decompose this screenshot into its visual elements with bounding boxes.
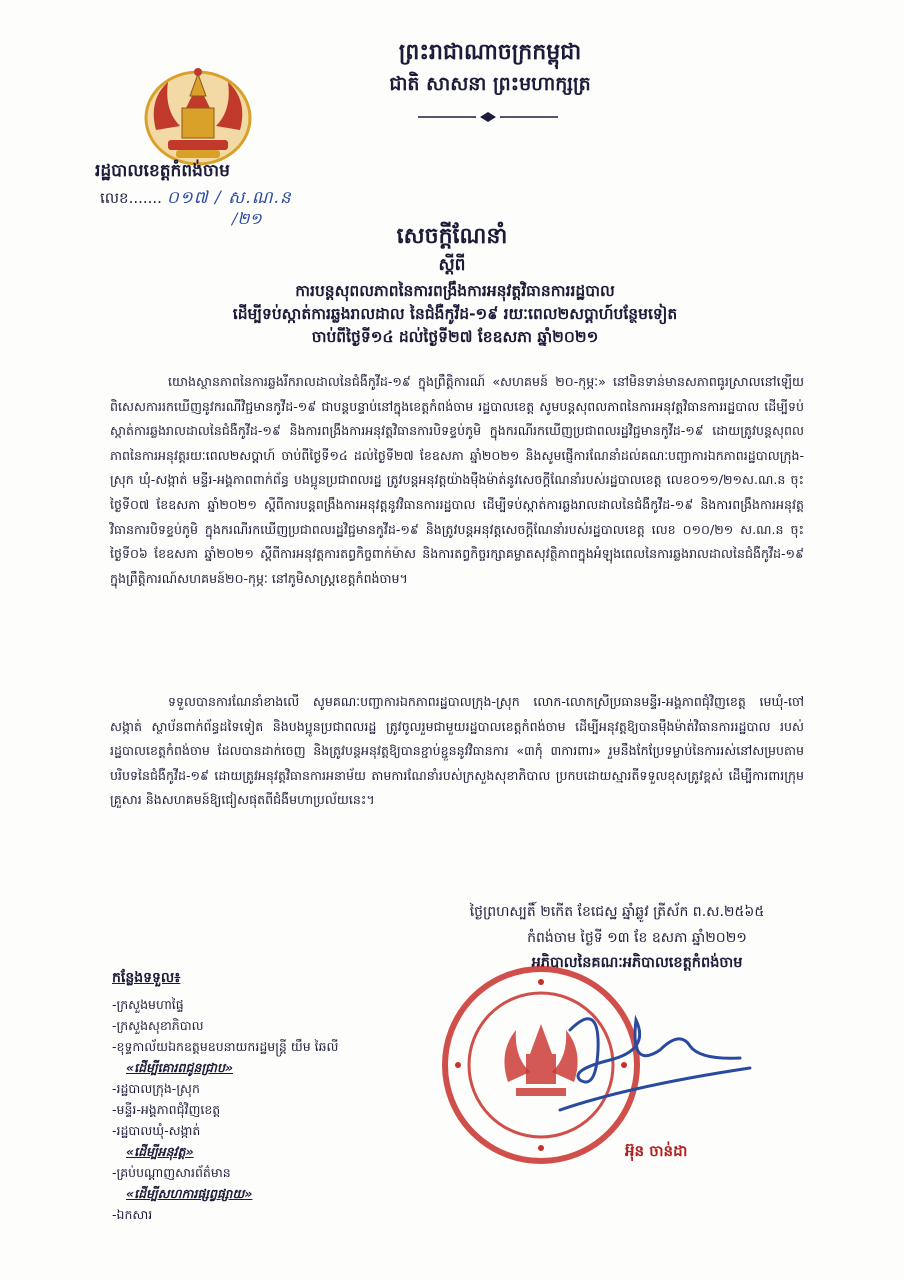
national-motto: ជាតិ សាសនា ព្រះមហាក្សត្រ [389, 73, 591, 95]
solar-date: កំពង់ចាម ថ្ងៃទី ១៣ ខែ ឧសភា ឆ្នាំ២០២១ [527, 930, 747, 946]
signer-name: អ៊ុន ចាន់ដា [625, 1142, 688, 1160]
body-paragraph-2: ទទួលបានការណែនាំខាងលើ សូមគណៈបញ្ជាការឯកភាពរដ្ឋបាលក្រុង-ស្រុក លោក-លោកស្រីប្រធានមន្ទីរ-អង្គភាពជុំវិញខេត្ត មេឃុំ-ចៅសង្កាត់ ស្ថាប័នពាក់ព័ន្ធដទៃទៀត និងបងប្អូនប្រជាពលរដ្ឋ ត្រូវចូលរួមជាមួយរដ្ឋបាលខេត្តកំពង់ចាម ដើម្បីអនុវត្តឱ្យបានម៉ឺងម៉ាត់វិធានការរដ្ឋបាល របស់រដ្ឋបាលខេត្តកំពង់ចាម ដែលបានដាក់ចេញ និងត្រូវបន្តអនុវត្តឱ្យបានខ្ជាប់ខ្ជួននូវវិធានការ «៣កុំ ៣ការពារ» រួមនឹងកែប្រែទម្លាប់នៃការរស់នៅសម្របតាមបរិបទនៃជំងឺកូវីដ-១៩ ដោយត្រូវអនុវត្តវិធានការអនាម័យ តាមការណែនាំរបស់ក្រសួងសុខាភិបាល ប្រកបដោយស្មារតីទទួលខុសត្រូវខ្ពស់ ដើម្បីការពារក្រុមគ្រួសារ និងសហគមន៍ឱ្យជៀសផុតពីជំងឺមហាប្រល័យនេះ។ [110, 694, 804, 808]
reference-number [100, 187, 292, 212]
provincial-emblem-icon [138, 60, 258, 168]
list-item: -មន្ទីរ-អង្គភាពជុំវិញខេត្ត [112, 1102, 221, 1117]
about-label: ស្ដីពី [438, 255, 466, 275]
list-item: -រដ្ឋបាលក្រុង-ស្រុក [112, 1081, 200, 1096]
kingdom-title: ព្រះរាជាណាចក្រកម្ពុជា [398, 40, 582, 65]
list-item: -ក្រសួងមហាផ្ទៃ [112, 997, 184, 1012]
lunar-date: ថ្ងៃព្រហស្បតិ៍ ២កើត ខែជេស្ឋ ឆ្នាំឆ្លូវ ត្រីស័ក ព.ស.២៥៦៥ [469, 904, 765, 920]
signer-title: អភិបាលនៃគណៈអភិបាលខេត្តកំពង់ចាម [531, 955, 743, 971]
reference-prefix: លេខ....... [100, 189, 162, 207]
list-item: -រដ្ឋបាលឃុំ-សង្កាត់ [112, 1123, 201, 1138]
divider-ornament-icon [418, 110, 558, 124]
list-item: -ខុទ្ទកាល័យឯកឧត្តមឧបនាយករដ្ឋមន្ត្រី យឹម ឆៃលី [112, 1039, 339, 1054]
subject-line-2: ដើម្បីទប់ស្កាត់ការឆ្លងរាលដាល នៃជំងឺកូវីដ-១៩ រយៈពេល២សប្ដាហ៍បន្ថែមទៀត [232, 305, 678, 323]
subject-line-3: ចាប់ពីថ្ងៃទី១៤ ដល់ថ្ងៃទី២៧ ខែឧសភា ឆ្នាំ២០២១ [311, 328, 599, 346]
list-item: -គ្រប់បណ្ដាញសារព័ត៌មាន [112, 1165, 231, 1180]
handwritten-signature-icon [540, 990, 760, 1120]
issuing-authority: រដ្ឋបាលខេត្តកំពង់ចាម [95, 161, 230, 181]
list-item-purpose: «ដើម្បីសហការផ្សព្វផ្សាយ» [126, 1186, 253, 1201]
list-item-purpose: «ដើម្បីអនុវត្ត» [126, 1144, 194, 1159]
reference-year: /២១ [232, 209, 262, 228]
document-subject [110, 280, 800, 349]
subject-line-1: ការបន្ដសុពលភាពនៃការពង្រឹងការអនុវត្តវិធានការរដ្ឋបាល [295, 282, 615, 300]
list-item: -ក្រសួងសុខាភិបាល [112, 1018, 204, 1033]
reference-handwritten: ០១៧ / ស.ណ.ន [166, 188, 292, 208]
body-paragraph-1: យោងស្ថានភាពនៃការឆ្លងរីករាលដាលនៃជំងឺកូវីដ-១៩ ក្នុងព្រឹត្តិការណ៍ «សហគមន៍ ២០-កុម្ភៈ» នៅមិនទាន់មានសភាពធូរស្រាលនៅឡើយ ពិសេសការរកឃើញនូវករណីវិជ្ជមានកូវីដ-១៩ ជាបន្តបន្ទាប់នៅក្នុងខេត្តកំពង់ចាម រដ្ឋបាលខេត្ត សូមបន្តសុពលភាពនៃការអនុវត្តវិធានការរដ្ឋបាល ដើម្បីទប់ស្កាត់ការឆ្លងរាលដាលនៃជំងឺកូវីដ-១៩ និងការពង្រឹងការអនុវត្តវិធានការបិទខ្ទប់ភូមិ ក្នុងករណីរកឃើញប្រជាពលរដ្ឋវិជ្ជមានកូវីដ-១៩ ដោយត្រូវបន្តសុពលភាពនៃការអនុវត្តរយៈពេល២សប្ដាហ៍ ចាប់ពីថ្ងៃទី១៤ ដល់ថ្ងៃទី២៧ ខែឧសភា ឆ្នាំ២០២១ និងសូមផ្ញើការណែនាំដល់គណៈបញ្ជាការឯកភាពរដ្ឋបាលក្រុង-ស្រុក ឃុំ-សង្កាត់ មន្ទីរ-អង្គភាពពាក់ព័ន្ធ បងប្អូនប្រជាពលរដ្ឋ ត្រូវបន្តអនុវត្តយ៉ាងម៉ឺងម៉ាត់នូវសេចក្ដីណែនាំរបស់រដ្ឋបាលខេត្ត លេខ០១១/២១ស.ណ.ន ចុះថ្ងៃទី០៧ ខែឧសភា ឆ្នាំ២០២១ ស្ដីពីការបន្តពង្រឹងការអនុវត្តនូវវិធានការរដ្ឋបាល ដើម្បីទប់ស្កាត់ការឆ្លងរាលដាលនៃជំងឺកូវីដ-១៩ និងការពង្រឹងការអនុវត្តវិធានការបិទខ្ទប់ភូមិ ក្នុងករណីរកឃើញប្រជាពលរដ្ឋវិជ្ជមានកូវីដ-១៩ និងត្រូវបន្តអនុវត្តសេចក្ដីណែនាំរបស់រដ្ឋបាលខេត្ត លេខ ០១០/២១ ស.ណ.ន ចុះថ្ងៃទី០៦ ខែឧសភា ឆ្នាំ២០២១ ស្ដីពីការអនុវត្តការតព្វកិច្ចពាក់ម៉ាស និងការតព្វកិច្ចរក្សាគម្លាតសុវត្ថិភាពក្នុងអំឡុងពេលនៃការឆ្លងរាលដាលនៃជំងឺកូវីដ-១៩ ក្នុងព្រឹត្តិការណ៍សហគមន៍២០-កុម្ភៈ នៅភូមិសាស្ត្រខេត្តកំពង់ចាម។ [110, 374, 804, 586]
recipients-title: កន្លែងទទួល៖ [112, 970, 181, 986]
document-type: សេចក្ដីណែនាំ [396, 224, 508, 249]
list-item-purpose: «ដើម្បីគោរពជូនជ្រាប» [126, 1060, 234, 1075]
list-item: -ឯកសារ [112, 1207, 153, 1222]
recipients-list [112, 994, 338, 1225]
